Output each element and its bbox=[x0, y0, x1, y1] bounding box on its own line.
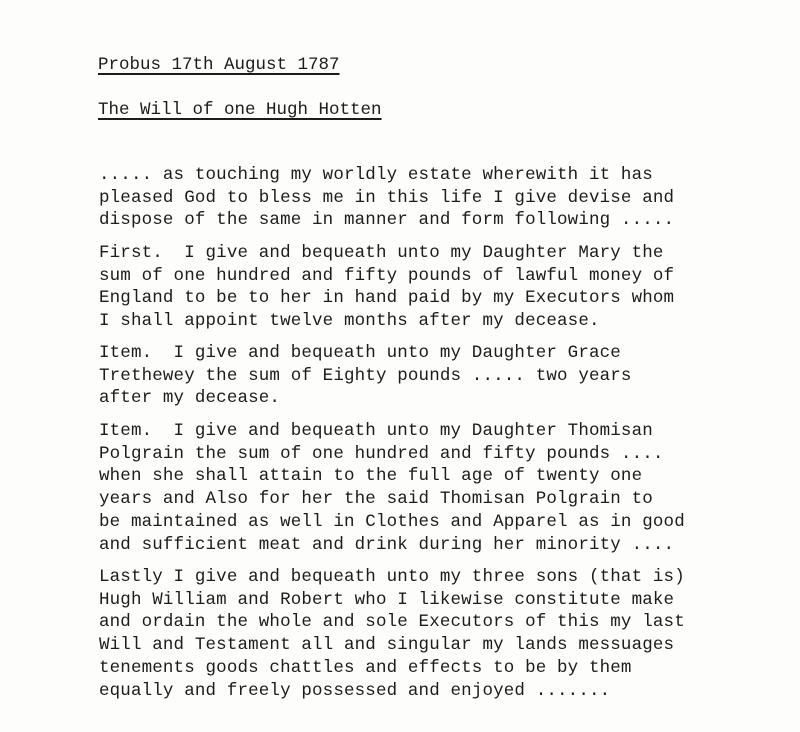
text-line: England to be to her in hand paid by my Executors whom bbox=[99, 288, 675, 309]
text-line: tenements goods chattles and effects to be by them bbox=[99, 657, 632, 678]
text-line: Will and Testament all and singular my lands messuages bbox=[99, 635, 675, 656]
text-line: First. I give and bequeath unto my Daughter Mary the bbox=[99, 243, 664, 263]
text-line: ..... as touching my worldly estate wherewith it has bbox=[99, 165, 653, 185]
text-line: I shall appoint twelve months after my decease. bbox=[99, 311, 600, 332]
text-line: Trethewey the sum of Eighty pounds ..... two years bbox=[99, 365, 632, 386]
text-line: Item. I give and bequeath unto my Daughter Thomisan bbox=[99, 421, 653, 441]
paragraph-bequest-mary bbox=[99, 242, 789, 333]
paragraph-bequest-sons bbox=[99, 566, 789, 702]
text-line: Hugh William and Robert who I likewise constitute make bbox=[99, 589, 675, 610]
text-line: when she shall attain to the full age of twenty one bbox=[99, 466, 643, 487]
paragraph-bequest-grace bbox=[99, 342, 789, 410]
text-line: Polgrain the sum of one hundred and fifty pounds .... bbox=[99, 443, 664, 464]
document-title-heading: The Will of one Hugh Hotten bbox=[98, 100, 382, 120]
text-line: dispose of the same in manner and form following ..... bbox=[99, 210, 675, 231]
text-line: Lastly I give and bequeath unto my three sons (that is) bbox=[99, 567, 685, 587]
document-date-heading: Probus 17th August 1787 bbox=[98, 55, 340, 75]
text-line: and ordain the whole and sole Executors of this my last bbox=[99, 612, 685, 633]
text-line: sum of one hundred and fifty pounds of lawful money of bbox=[99, 265, 675, 286]
text-line: and sufficient meat and drink during her minority .... bbox=[99, 534, 675, 555]
text-line: after my decease. bbox=[99, 388, 281, 409]
paragraph-bequest-thomisan bbox=[99, 420, 789, 556]
text-line: pleased God to bless me in this life I give devise and bbox=[99, 187, 675, 208]
paragraph-preamble bbox=[99, 164, 789, 232]
text-line: Item. I give and bequeath unto my Daughter Grace bbox=[99, 343, 621, 363]
text-line: years and Also for her the said Thomisan Polgrain to bbox=[99, 489, 653, 510]
text-line: equally and freely possessed and enjoyed ....... bbox=[99, 680, 611, 701]
text-line: be maintained as well in Clothes and Apparel as in good bbox=[99, 511, 685, 532]
